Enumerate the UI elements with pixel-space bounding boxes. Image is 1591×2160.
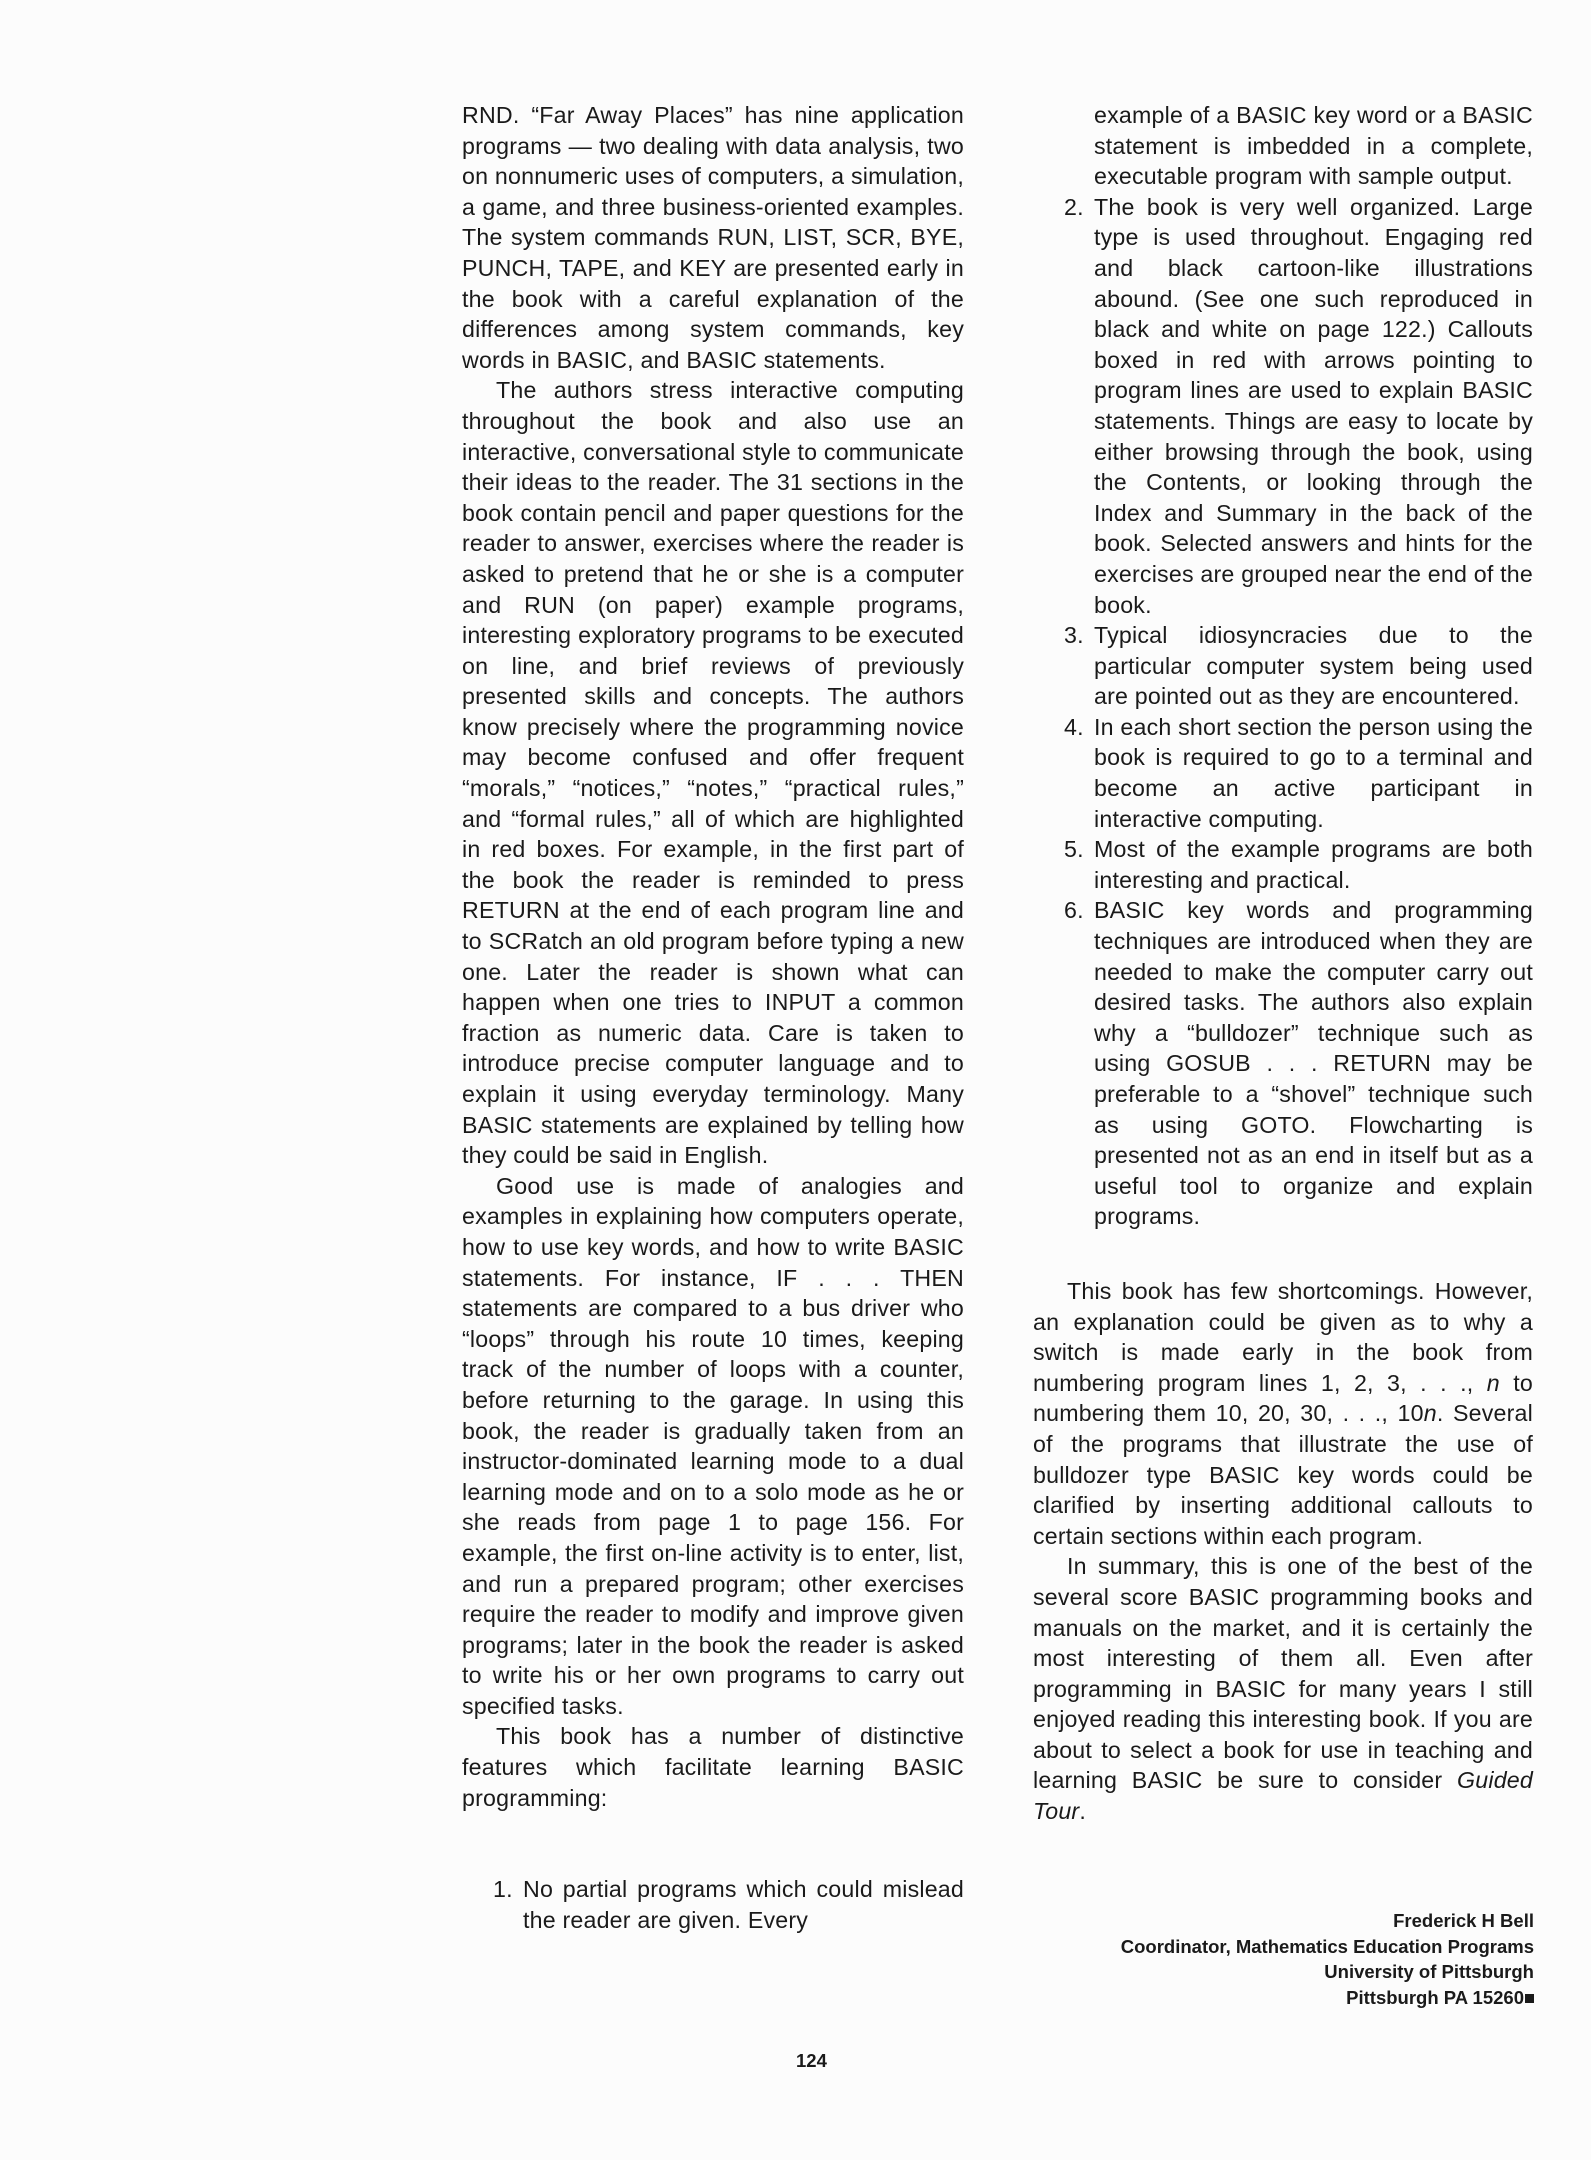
list-item-number: 1. [493,1876,513,1903]
author-address: Pittsburgh PA 15260 [1346,1986,1524,2008]
text-run: . Several of the programs that illustrate the use of bulldozer type BASIC key words could be clarified by inserting additional callouts to certain sections within each program. [1033,1400,1533,1549]
paragraph-summary [1033,1551,1533,1826]
list-item-text: In each short section the person using the book is required to go to a terminal and become an active participant in interactive computing. [1094,713,1533,832]
list-item-text: Most of the example programs are both interesting and practical. [1094,836,1533,893]
author-name: Frederick H Bell [1393,1910,1534,1931]
list-item [1033,712,1533,834]
italic-variable: n [1423,1400,1437,1427]
left-column [462,100,964,1935]
list-item-text: Typical idiosyncracies due to the particular computer system being used are pointed out as they are encountered. [1094,622,1533,710]
italic-variable: n [1486,1369,1500,1396]
text-run: . [1079,1798,1087,1825]
list-item-text: No partial programs which could mislead the reader are given. Every [523,1876,964,1933]
text-run: This book has few shortcomings. However, an explanation could be given as to why a switch is made early in the book from numbering program lines 1, 2, 3, . . ., [1033,1277,1533,1396]
list-item [462,1874,964,1935]
list-item-number: 2. [1064,193,1084,220]
list-item-number: 5. [1064,836,1084,863]
end-mark-icon [1525,1994,1534,2003]
features-list [1033,100,1533,1232]
author-institution: University of Pittsburgh [1324,1961,1534,1983]
list-item-text: BASIC key words and programming techniques are introduced when they are needed to make the computer carry out desired tasks. The authors also explain why a “bulldozer” technique such as using GOSUB . . . RETURN may be preferable to a “shovel” technique such as using GOTO. Flowcharting is presented not as an end in itself but as a useful tool to organize and explain programs. [1094,897,1533,1230]
paragraph-interactive-computing: The authors stress interactive computing throughout the book and also use an interactive, conversational style to communicate their ideas to the reader. The 31 sections in the book contain pencil and paper questions for the reader to answer, exercises where the reader is asked to pretend that he or she is a computer and RUN (on paper) example programs, interesting exploratory programs to be executed on line, and brief reviews of previously presented skills and concepts. The authors know precisely where the programming novice may become confused and offer frequent “morals,” “notices,” “notes,” “practical rules,” and “formal rules,” all of which are highlighted in red boxes. For example, in the first part of the book the reader is reminded to press RETURN at the end of each program line and to SCRatch an old program before typing a new one. Later the reader is shown what can happen when one tries to INPUT a common fraction as numeric data. Care is taken to introduce precise computer language and to explain it using everyday terminology. Many BASIC statements are explained by telling how they could be said in English. [462,377,964,1169]
list-item [1033,620,1533,712]
book-title: Guided Tour [1033,1767,1533,1825]
author-title: Coordinator, Mathematics Education Programs [1120,1935,1534,1957]
features-list-start [462,1874,964,1935]
author-signature [1121,1908,1534,2010]
paragraph-analogies: Good use is made of analogies and examples in explaining how computers operate, how to use key words, and how to write BASIC statements. For instance, IF . . . THEN statements are compared to a bus driver who “loops” through his route 10 times, keeping track of the number of loops with a counter, before returning to the garage. In using this book, the reader is gradually taken from an instructor-dominated learning mode to a dual learning mode and on to a solo mode as he or she reads from page 1 to page 156. For example, the first on-line activity is to enter, list, and run a prepared program; other exercises require the reader to modify and improve given programs; later in the book the reader is asked to write his or her own programs to carry out specified tasks. [462,1172,964,1719]
page-number: 124 [796,2050,827,2071]
list-item-number: 6. [1064,897,1084,924]
list-item-continuation [1033,100,1533,192]
right-column [1033,100,1533,1827]
paragraph-intro: RND. “Far Away Places” has nine application programs — two dealing with data analysis, two on nonnumeric uses of computers, a simulation, a game, and three business-oriented examples. The system commands RUN, LIST, SCR, BYE, PUNCH, TAPE, and KEY are presented early in the book with a careful explanation of the differences among system commands, key words in BASIC, and BASIC statements. [462,102,964,373]
list-item-number: 3. [1064,622,1084,649]
text-run: to numbering them 10, 20, 30, . . ., 10 [1033,1369,1534,1427]
list-item [1033,192,1533,620]
text-run: In summary, this is one of the best of the several score BASIC programming books and manuals on the market, and it is certainly the most interesting of them all. Even after programming in BASIC for many years I still enjoyed reading this interesting book. If you are about to select a book for use in teaching and learning BASIC be sure to consider [1033,1553,1533,1794]
list-item [1033,834,1533,895]
list-item-number: 4. [1064,713,1084,740]
paragraph-distinctive-features: This book has a number of distinctive features which facilitate learning BASIC programming: [462,1723,964,1811]
list-item [1033,895,1533,1232]
author-address-line [1121,1985,1534,2011]
list-item-text: example of a BASIC key word or a BASIC statement is imbedded in a complete, executable program with sample output. [1094,102,1533,190]
paragraph-shortcomings [1033,1276,1533,1551]
list-item-text: The book is very well organized. Large type is used throughout. Engaging red and black cartoon-like illustrations abound. (See one such reproduced in black and white on page 122.) Callouts boxed in red with arrows pointing to program lines are used to explain BASIC statements. Things are easy to locate by either browsing through the book, using the Contents, or looking through the Index and Summary in the back of the book. Selected answers and hints for the exercises are grouped near the end of the book. [1094,193,1533,618]
